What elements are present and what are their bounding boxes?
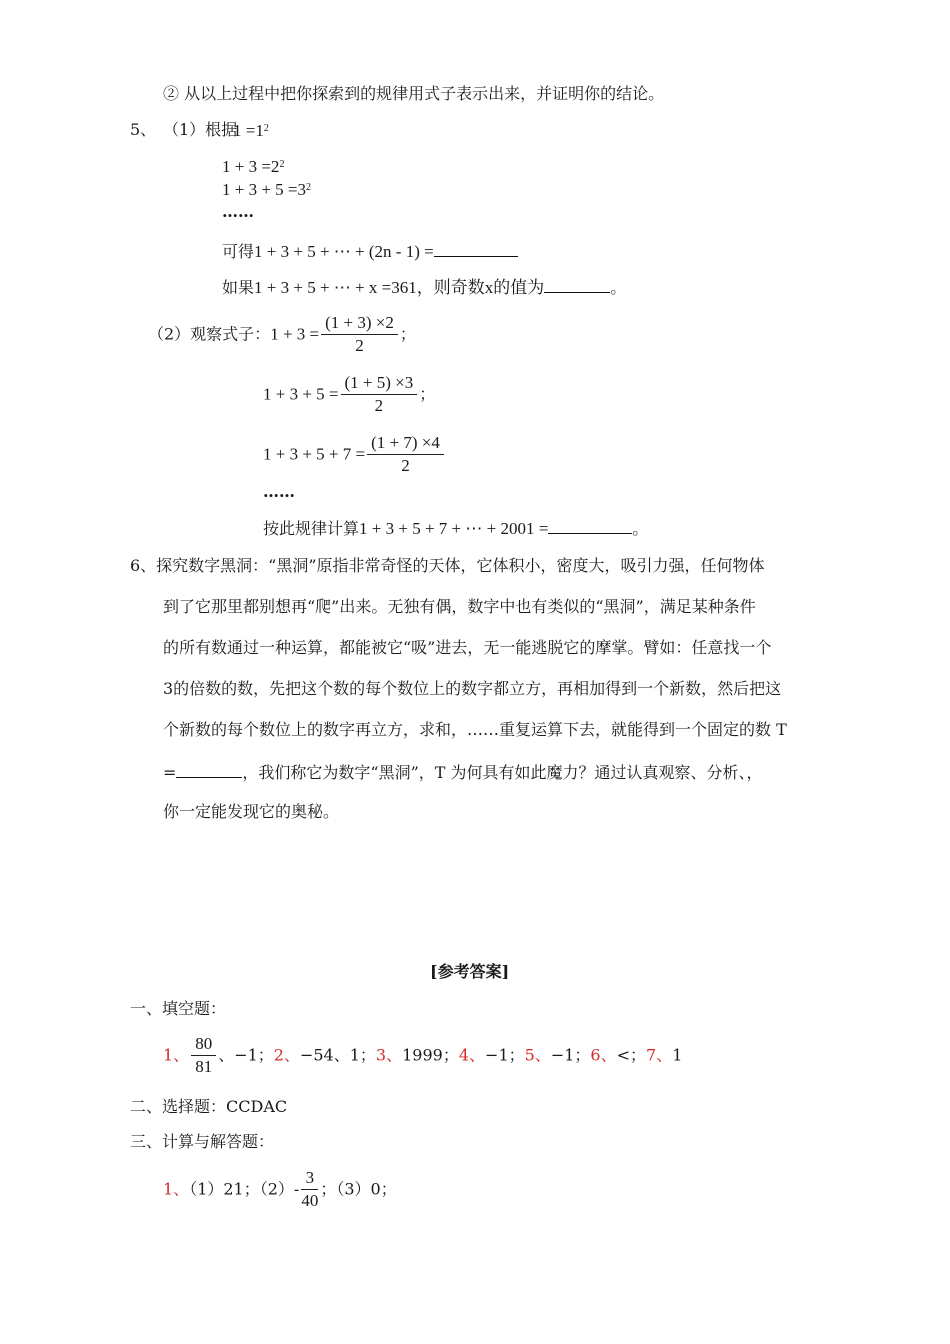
q5-number: 5、 bbox=[130, 120, 157, 139]
blank[interactable] bbox=[176, 761, 242, 778]
fraction: $\frac{(1 + 3) \times 2}{2}$ bbox=[321, 313, 398, 356]
q5-eq1: $1 =1^2$ bbox=[233, 121, 269, 140]
q5-part2: （2）观察式子：1 + 3 = $\frac{(1 + 3) \times 2}{2}$ ； bbox=[148, 313, 416, 355]
q6-line4: 3的倍数的数，先把这个数的每个数位上的数字都立方，再相加得到一个新数，然后把这 bbox=[163, 679, 782, 698]
q6-line7: 你一定能发现它的奥秘。 bbox=[163, 802, 340, 821]
q5-x-line: 如果1 + 3 + 5 + ⋯ + x =361，则奇数x的值为 。 bbox=[222, 278, 627, 297]
fraction: $\frac{80}{81}$ bbox=[191, 1034, 216, 1077]
answers-calc-row: 1、（1）21；（2）- $\frac{3}{40}$ ；（3）0； bbox=[163, 1168, 397, 1210]
fraction: $\frac{(1 + 5) \times 3}{2}$ bbox=[341, 373, 418, 416]
fraction: $\frac{(1 + 7) \times 4}{2}$ bbox=[367, 433, 444, 476]
blank[interactable] bbox=[544, 276, 610, 293]
answers-section2: 二、选择题：CCDAC bbox=[130, 1097, 288, 1116]
q5-eq-c: 1 + 3 + 5 + 7 = $\frac{(1 + 7) \times 4}{2}$ bbox=[263, 433, 446, 476]
q5-dots: …… bbox=[222, 202, 254, 221]
q6-line1: 6、探究数字黑洞：“黑洞”原指非常奇怪的天体，它体积小，密度大，吸引力强，任何物体 bbox=[130, 556, 765, 575]
answers-title: [参考答案] bbox=[430, 962, 510, 981]
answers-section1: 一、填空题： bbox=[130, 999, 227, 1018]
q4-item2: ② 从以上过程中把你探索到的规律用式子表示出来，并证明你的结论。 bbox=[163, 84, 665, 103]
q5-eq-b: 1 + 3 + 5 = $\frac{(1 + 5) \times 3}{2}$ ； bbox=[263, 373, 436, 415]
answers-section3: 三、计算与解答题： bbox=[130, 1132, 275, 1151]
q5-compute-line: 按此规律计算1 + 3 + 5 + 7 + ⋯ + 2001 = 。 bbox=[263, 519, 649, 538]
q5-eq2: $1 + 3 =2^2$ bbox=[222, 157, 285, 176]
q6-line6: = ，我们称它为数字“黑洞”，T 为何具有如此魔力？通过认真观察、分析、， bbox=[163, 763, 763, 782]
q5-part1-label: （1）根据 bbox=[163, 120, 238, 139]
q5-eq3: $1 + 3 + 5 =3^2$ bbox=[222, 180, 312, 199]
fraction: $\frac{3}{40}$ bbox=[301, 1168, 319, 1210]
q6-line5: 个新数的每个数位上的数字再立方，求和，……重复运算下去，就能得到一个固定的数 T bbox=[163, 720, 787, 739]
q6-line2: 到了它那里都别想再“爬”出来。无独有偶，数字中也有类似的“黑洞”，满足某种条件 bbox=[163, 597, 756, 616]
q6-line3: 的所有数通过一种运算，都能被它“吸”进去，无一能逃脱它的摩掌。臂如：任意找一个 bbox=[163, 638, 772, 657]
blank[interactable] bbox=[434, 240, 518, 257]
q5-sum-line: 可得1 + 3 + 5 + ⋯ + (2n - 1) = bbox=[222, 240, 518, 262]
answers-fill-row: 1、 $\frac{80}{81}$ 、−1；2、−54、1；3、1999；4、−1；5、−1；6、<；7、1 bbox=[163, 1034, 683, 1076]
q5-dots-2: …… bbox=[263, 482, 295, 501]
blank[interactable] bbox=[548, 517, 632, 534]
